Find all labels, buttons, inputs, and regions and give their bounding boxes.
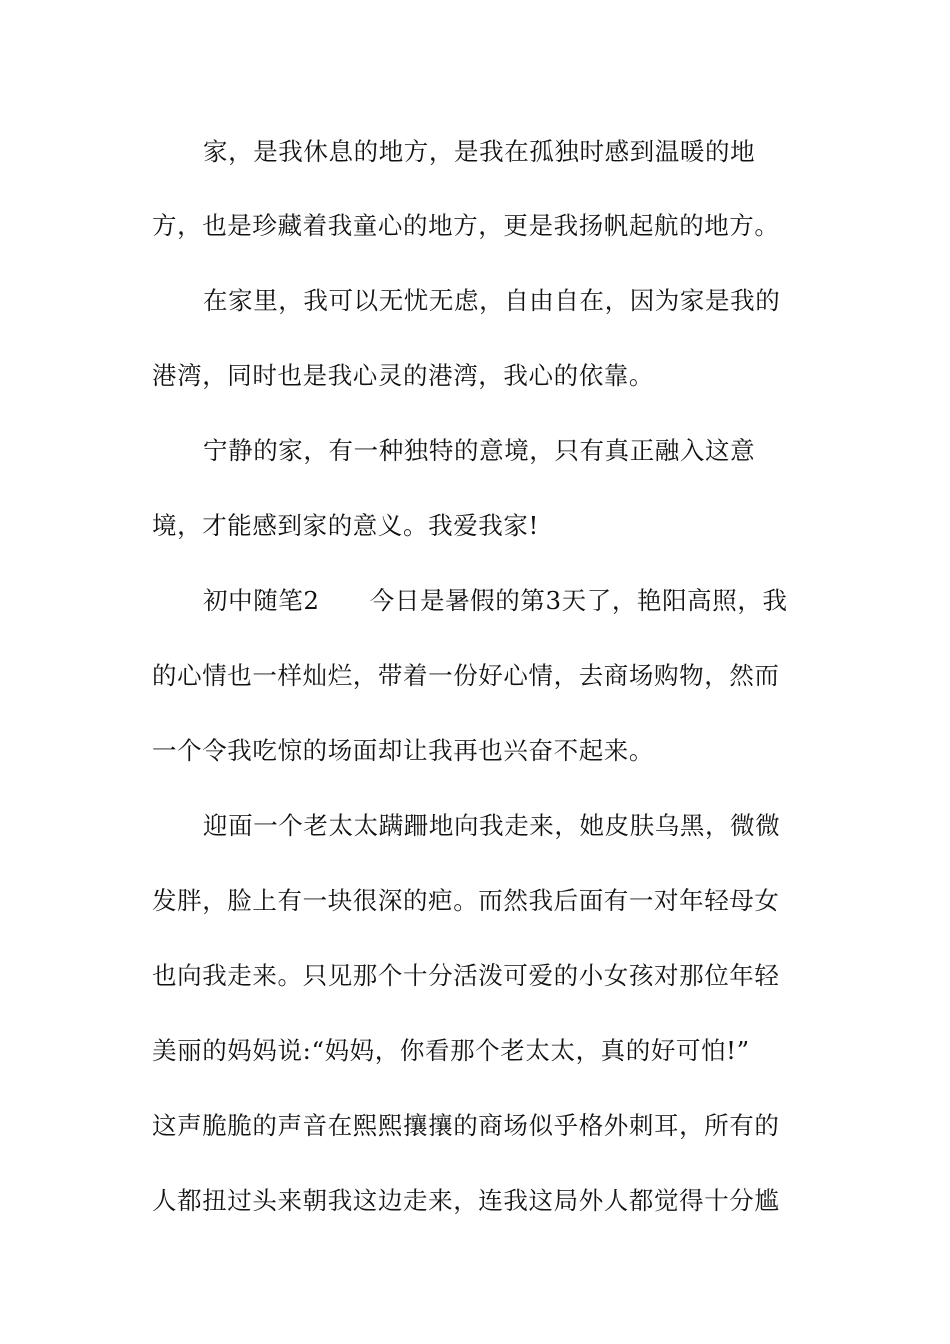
- text-line-7: 初中随笔2 今日是暑假的第3天了，艳阳高照，我: [203, 586, 788, 615]
- text-line-10: 迎面一个老太太蹒跚地向我走来，她皮肤乌黑，微微: [203, 811, 781, 840]
- text-line-3: 在家里，我可以无忧无虑，自由自在，因为家是我的: [203, 286, 781, 315]
- text-line-5: 宁静的家，有一种独特的意境，只有真正融入这意: [203, 436, 756, 465]
- text-line-8: 的心情也一样灿烂，带着一份好心情，去商场购物，然而: [152, 661, 780, 690]
- text-line-4: 港湾，同时也是我心灵的港湾，我心的依靠。: [152, 361, 654, 390]
- text-line-13: 美丽的妈妈说:“妈妈，你看那个老太太，真的好可怕!”: [152, 1036, 750, 1065]
- text-line-15: 人都扭过头来朝我这边走来，连我这局外人都觉得十分尴: [152, 1186, 780, 1215]
- text-line-1: 家，是我休息的地方，是我在孤独时感到温暖的地: [203, 137, 756, 166]
- text-line-11: 发胖，脸上有一块很深的疤。而然我后面有一对年轻母女: [152, 886, 780, 915]
- text-line-2: 方，也是珍藏着我童心的地方，更是我扬帆起航的地方。: [152, 211, 780, 240]
- text-line-14: 这声脆脆的声音在熙熙攘攘的商场似乎格外刺耳，所有的: [152, 1111, 780, 1140]
- text-line-12: 也向我走来。只见那个十分活泼可爱的小女孩对那位年轻: [152, 961, 780, 990]
- text-line-6: 境，才能感到家的意义。我爱我家!: [152, 511, 539, 540]
- text-line-9: 一个令我吃惊的场面却让我再也兴奋不起来。: [152, 736, 654, 765]
